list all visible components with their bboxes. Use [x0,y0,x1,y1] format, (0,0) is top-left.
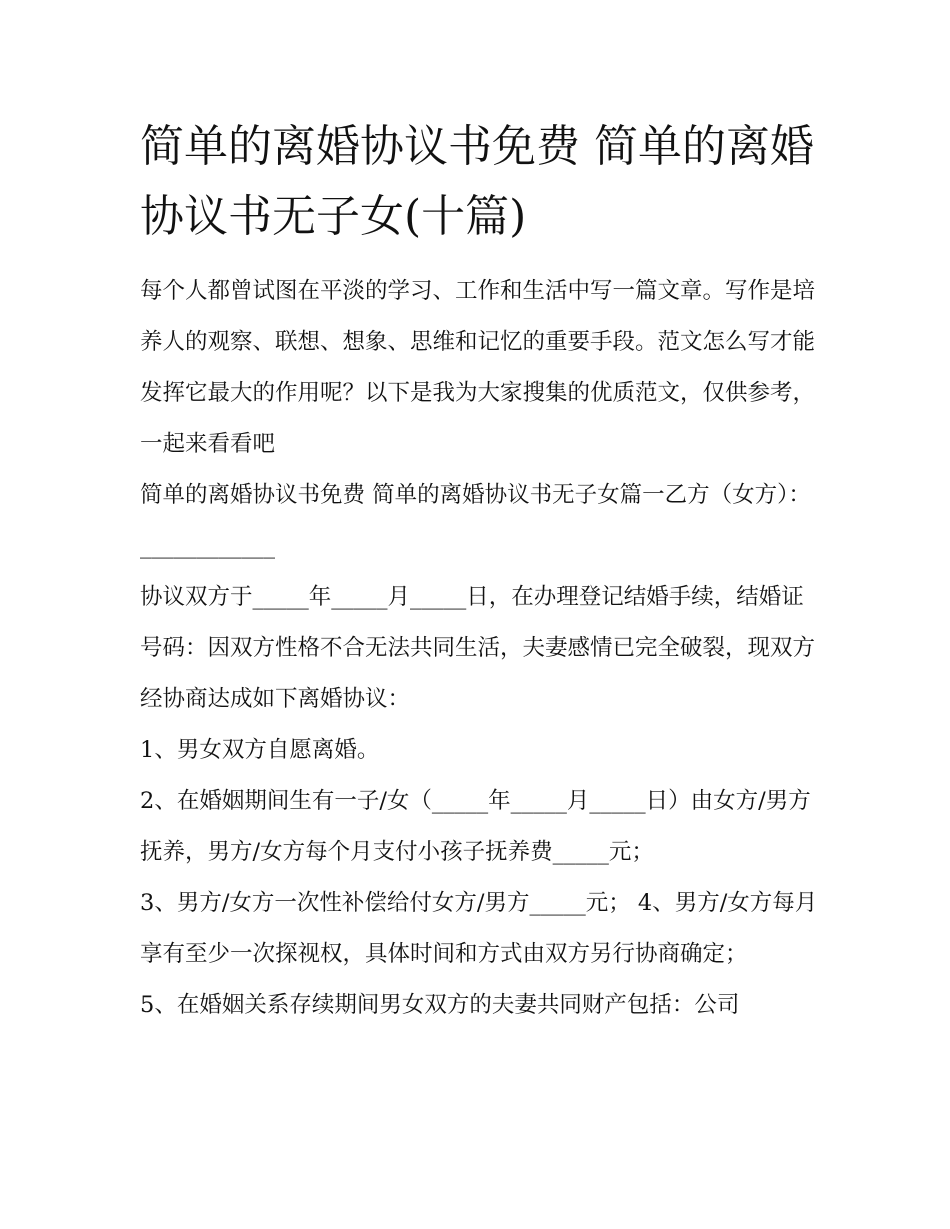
agreement-preamble: 协议双方于_____年_____月_____日，在办理登记结婚手续，结婚证号码：因双方性格不合无法共同生活，夫妻感情已完全破裂，现双方经协商达成如下离婚协议： [140,584,816,712]
document-page [140,112,820,1031]
intro-paragraph: 每个人都曾试图在平淡的学习、工作和生活中写一篇文章。写作是培养人的观察、联想、想象、思维和记忆的重要手段。范文怎么写才能发挥它最大的作用呢？以下是我为大家搜集的优质范文，仅供参考，一起来看看吧 [140,278,816,457]
clause-3-4: 3、男方/女方一次性补偿给付女方/男方_____元； 4、男方/女方每月享有至少一次探视权，具体时间和方式由双方另行协商确定； [140,890,818,967]
section-heading-party: 简单的离婚协议书免费 简单的离婚协议书无子女篇一乙方（女方）：____________ [140,482,811,559]
clause-1: 1、男女双方自愿离婚。 [140,737,380,763]
document-title: 简单的离婚协议书免费 简单的离婚协议书无子女(十篇) [140,121,814,242]
clause-2: 2、在婚姻期间生有一子/女（_____年_____月_____日）由女方/男方抚养，男方/女方每个月支付小孩子抚养费_____元； [140,788,811,865]
clause-5: 5、在婚姻关系存续期间男女双方的夫妻共同财产包括：公司 [140,992,740,1018]
